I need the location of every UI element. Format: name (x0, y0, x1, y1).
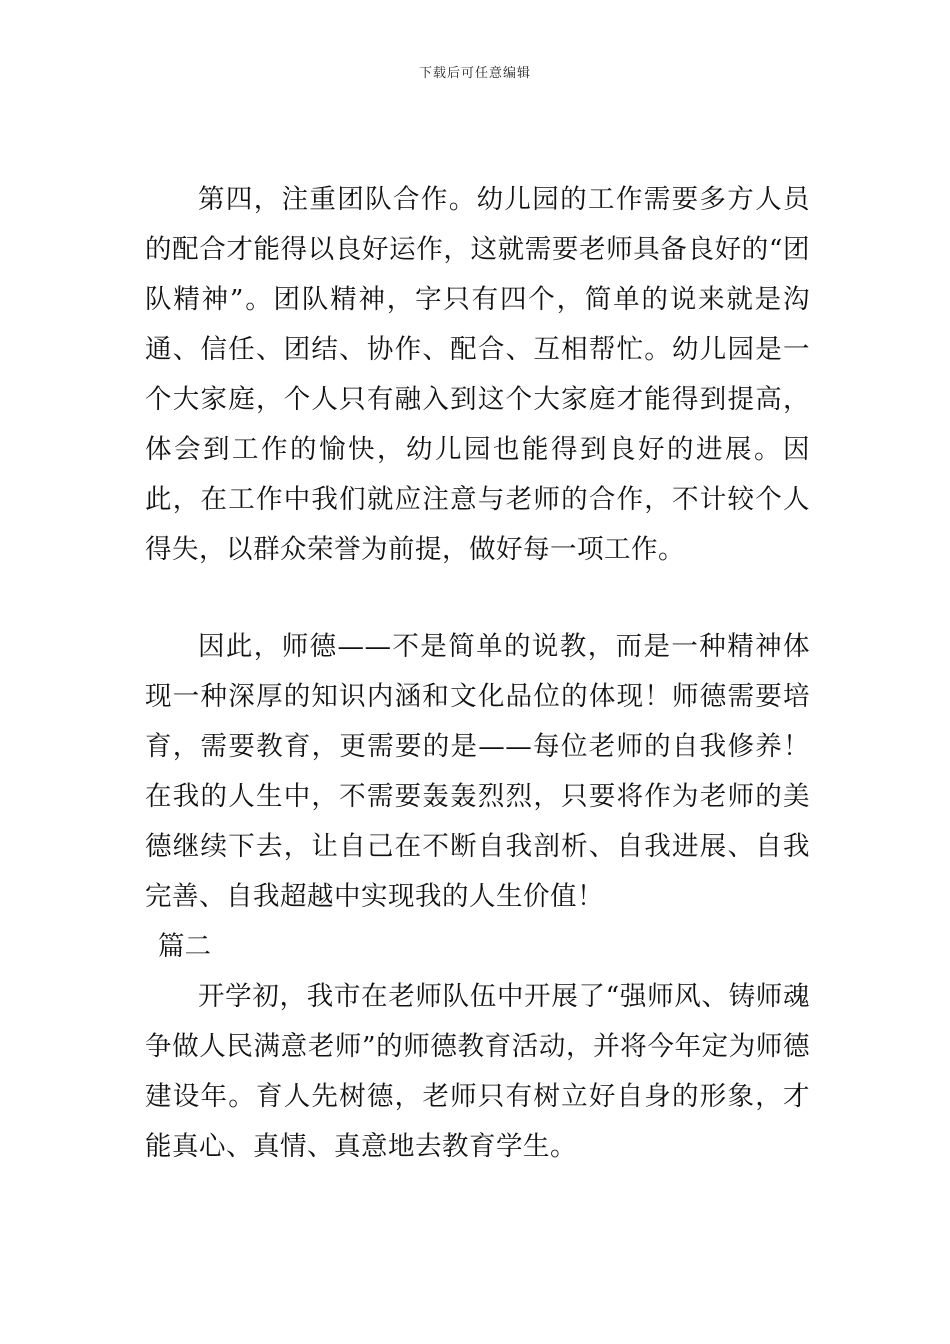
paragraph-text: 因此，师德——不是简单的说教，而是一种精神体现一种深厚的知识内涵和文化品位的体现！师德需要培育，需要教育，更需要的是——每位老师的自我修养！在我的人生中，不需要轰轰烈烈，只要将作为老师的美德继续下去，让自己在不断自我剖析、自我进展、自我完善、自我超越中实现我的人生价值！ (145, 631, 810, 912)
header-note: 下载后可任意编辑 (418, 66, 531, 81)
paragraph-teacher-ethics (145, 622, 810, 922)
paragraph-semester-start (145, 972, 810, 1172)
paragraph-team-cooperation (145, 175, 810, 575)
paragraph-text: 第四，注重团队合作。幼儿园的工作需要多方人员的配合才能得以良好运作，这就需要老师具备良好的“团队精神”。团队精神，字只有四个，简单的说来就是沟通、信任、团结、协作、配合、互相帮忙。幼儿园是一个大家庭，个人只有融入到这个大家庭才能得到提高，体会到工作的愉快，幼儿园也能得到良好的进展。因此，在工作中我们就应注意与老师的合作，不计较个人得失，以群众荣誉为前提，做好每一项工作。 (145, 184, 810, 565)
section-heading: 篇二 (158, 931, 211, 962)
paragraph-text: 开学初，我市在老师队伍中开展了“强师风、铸师魂争做人民满意老师”的师德教育活动，并将今年定为师德建设年。育人先树德，老师只有树立好自身的形象，才能真心、真情、真意地去教育学生。 (145, 981, 810, 1162)
